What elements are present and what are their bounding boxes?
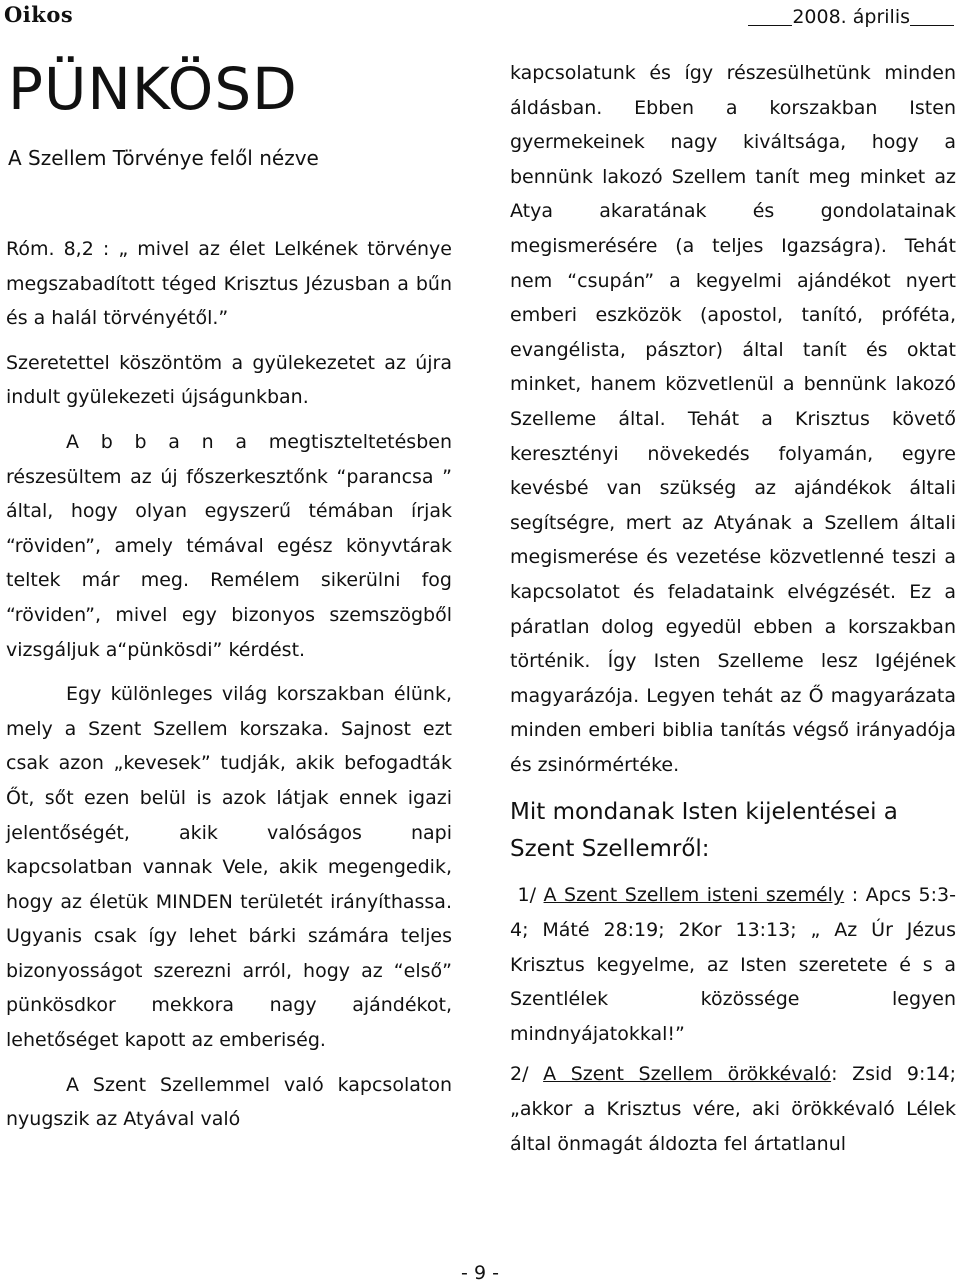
- section-heading: Mit mondanak Isten kijelentései a Szent Szellemről:: [510, 799, 898, 863]
- list-item-2-title: A Szent Szellem örökkévaló: [543, 1063, 832, 1086]
- article-title: PÜNKÖSD: [8, 55, 298, 123]
- header-publication: Oikos: [4, 2, 74, 27]
- continuation-paragraph: kapcsolatunk és így részesülhetünk minden áldásban. Ebben a korszakban Isten gyermekeinek nagy kiváltsága, hogy a bennünk lakozó Szellem tanít meg minket az Atya akaratának és gondolatainak megismerésére (a teljes Igazságra). Tehát nem “csupán” a kegyelmi ajándékot nyert emberi eszközök (apostol, tanító, próféta, evangélista, pásztor) által tanít és oktat minket, hanem közvetlenül a bennünk lakozó Szelleme által. Tehát a Krisztus követő keresztényi növekedés folyamán, egyre kevésbé van szükség az ajándékok általi segítségre, mert az Atyának a Szellem általi megismerése és vezetése közvetlenné teszi a kapcsolatot és feladataink elvégzését. Ez a páratlan dolog egyedül ebben a korszakban történik. Így Isten Szelleme lesz Igéjének magyarázója. Legyen tehát az Ő magyarázata minden emberi biblia tanítás végső irányadója és zsinórmértéke.: [510, 62, 956, 776]
- list-item-2-number: 2/: [510, 1063, 529, 1086]
- header-rule-left: [748, 25, 792, 26]
- right-column: [510, 56, 956, 1161]
- list-item-1-number: 1/: [517, 884, 537, 907]
- intro-paragraph: A b b a n a megtiszteltetésben részesültem az új főszerkesztőnk “parancsa ” által, hogy olyan egyszerű témában írjak “röviden”, amely témával egész könyvtárak teltek már meg. Remélem sikerülni fog “röviden”, mivel egy bizonyos szemszögből vizsgáljuk a“pünkösdi” kérdést.: [6, 430, 452, 661]
- left-column: [6, 232, 452, 1137]
- list-item-2: [510, 1057, 956, 1161]
- greeting-paragraph: Szeretettel köszöntöm a gyülekezetet az újra indult gyülekezeti újságunkban.: [6, 351, 452, 409]
- scripture-quote: Róm. 8,2 : „ mivel az élet Lelkének törvénye megszabadított téged Krisztus Jézusban a bűn és a halál törvényétől.”: [6, 238, 452, 330]
- list-item-1: [510, 878, 956, 1051]
- header-date: [748, 6, 954, 28]
- relationship-paragraph: A Szent Szellemmel való kapcsolaton nyugszik az Atyával való: [6, 1073, 452, 1131]
- list-item-1-title: A Szent Szellem isteni személy: [543, 884, 845, 907]
- article-subtitle: A Szellem Törvénye felől nézve: [8, 146, 319, 170]
- page-number: - 9 -: [461, 1262, 499, 1284]
- header-rule-right: [910, 25, 954, 26]
- era-paragraph: Egy különleges világ korszakban élünk, mely a Szent Szellem korszaka. Sajnost ezt csak azon „kevesek” tudják, akik befogadták Őt, sőt ezen belül is azok látjak ennek igazi jelentőségét, akik valóságos napi kapcsolatban vannak Vele, akik megengedik, hogy az életük MINDEN területét irányíthassa. Ugyanis csak így lehet bárki számára teljes bizonyosságot szerezni arról, hogy az “első” pünkösdkor mekkora nagy ajándékot, lehetőséget kapott az emberiség.: [6, 683, 452, 1052]
- header-date-text: 2008. április: [792, 6, 910, 28]
- list-item-2-text: : Zsid 9:14; „akkor a Krisztus vére, aki örökkévaló Lélek által önmagát áldozta fel ártatlanul: [510, 1063, 956, 1155]
- list-item-1-text: : Apcs 5:3-4; Máté 28:19; 2Kor 13:13; „ Az Úr Jézus Krisztus kegyelme, az Isten szeretete é s a Szentlélek közössége legyen mindnyájatokkal!”: [510, 884, 956, 1045]
